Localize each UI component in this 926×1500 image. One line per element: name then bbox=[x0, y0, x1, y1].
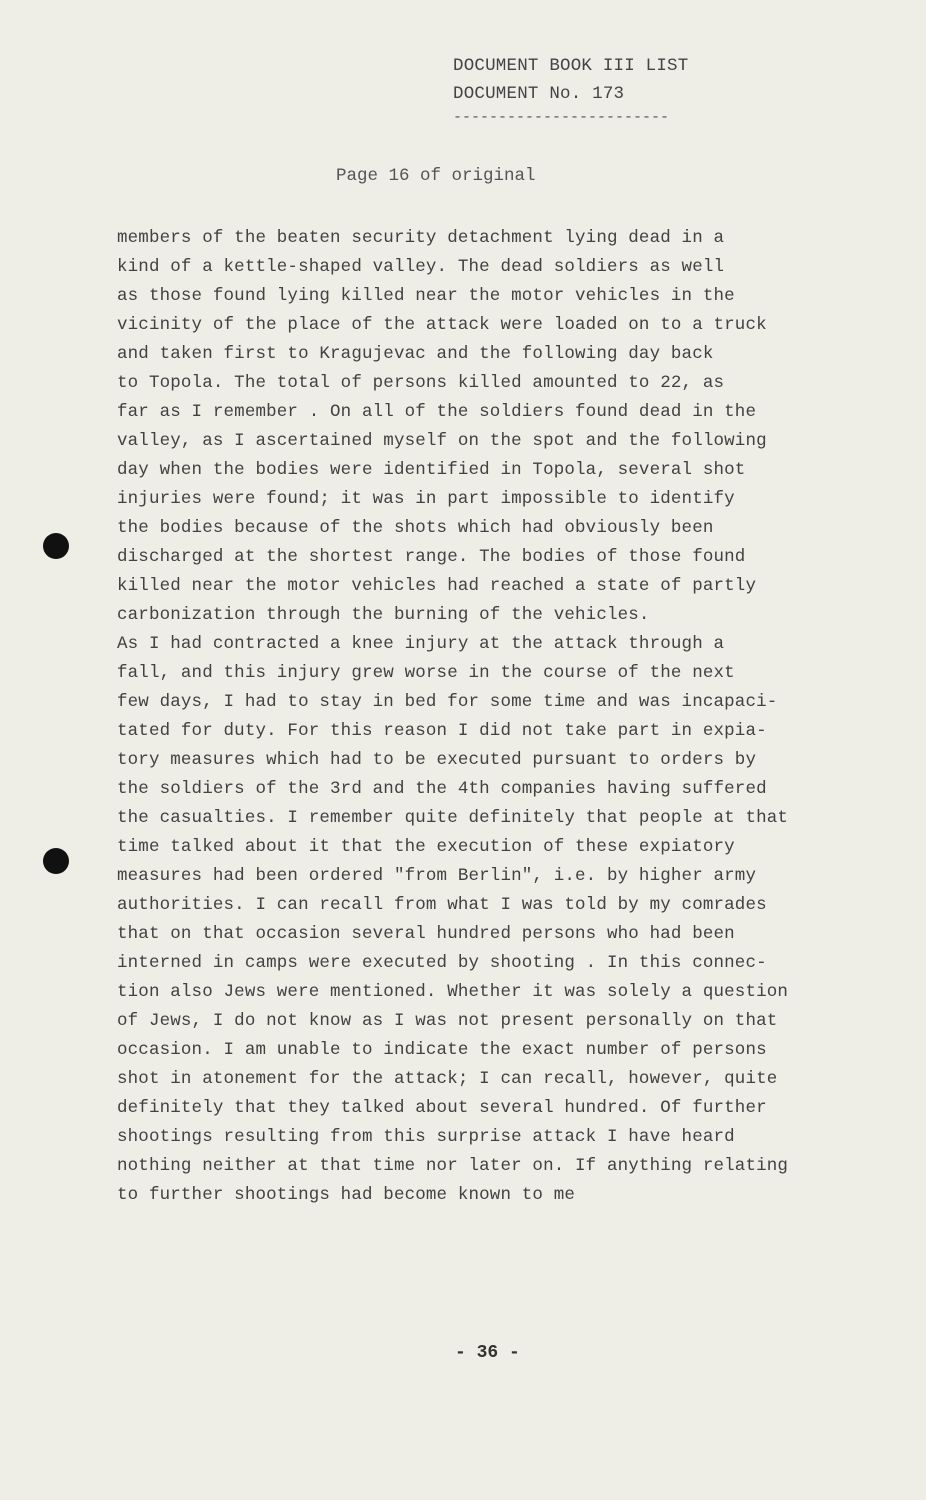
body-line: definitely that they talked about several hundred. Of further bbox=[117, 1098, 767, 1118]
body-line: members of the beaten security detachment lying dead in a bbox=[117, 228, 725, 248]
body-line: occasion. I am unable to indicate the exact number of persons bbox=[117, 1040, 767, 1060]
body-line: day when the bodies were identified in Topola, several shot bbox=[117, 460, 746, 480]
body-line: vicinity of the place of the attack were loaded on to a truck bbox=[117, 315, 767, 335]
body-line: nothing neither at that time nor later on. If anything relating bbox=[117, 1156, 789, 1176]
body-line: to Topola. The total of persons killed amounted to 22, as bbox=[117, 373, 725, 393]
body-line: kind of a kettle-shaped valley. The dead soldiers as well bbox=[117, 257, 725, 277]
punch-hole-bottom bbox=[43, 848, 69, 874]
body-text bbox=[117, 224, 877, 1210]
body-line: measures had been ordered "from Berlin", i.e. by higher army bbox=[117, 866, 757, 886]
body-line: injuries were found; it was in part impossible to identify bbox=[117, 489, 735, 509]
body-line: to further shootings had become known to me bbox=[117, 1185, 576, 1205]
page-number: - 36 - bbox=[455, 1343, 520, 1363]
punch-hole-top bbox=[43, 533, 69, 559]
body-line: the bodies because of the shots which had obviously been bbox=[117, 518, 714, 538]
document-header bbox=[453, 52, 688, 108]
document-book-list-label: DOCUMENT BOOK III LIST bbox=[453, 56, 689, 76]
body-line: tated for duty. For this reason I did not take part in expia- bbox=[117, 721, 767, 741]
body-line: that on that occasion several hundred persons who had been bbox=[117, 924, 735, 944]
body-line: authorities. I can recall from what I was told by my comrades bbox=[117, 895, 767, 915]
body-line: and taken first to Kragujevac and the following day back bbox=[117, 344, 714, 364]
body-line: discharged at the shortest range. The bodies of those found bbox=[117, 547, 746, 567]
body-line: the casualties. I remember quite definitely that people at that bbox=[117, 808, 789, 828]
document-number-label: DOCUMENT No. 173 bbox=[453, 84, 625, 104]
body-line: as those found lying killed near the motor vehicles in the bbox=[117, 286, 735, 306]
body-line: tion also Jews were mentioned. Whether it was solely a question bbox=[117, 982, 789, 1002]
body-line: fall, and this injury grew worse in the course of the next bbox=[117, 663, 735, 683]
body-line: carbonization through the burning of the vehicles. bbox=[117, 605, 650, 625]
body-line: shootings resulting from this surprise attack I have heard bbox=[117, 1127, 735, 1147]
original-page-reference: Page 16 of original bbox=[336, 166, 536, 186]
body-line: valley, as I ascertained myself on the spot and the following bbox=[117, 431, 767, 451]
body-line: the soldiers of the 3rd and the 4th companies having suffered bbox=[117, 779, 767, 799]
body-line: few days, I had to stay in bed for some time and was incapaci- bbox=[117, 692, 778, 712]
body-line: shot in atonement for the attack; I can recall, however, quite bbox=[117, 1069, 778, 1089]
body-line: killed near the motor vehicles had reached a state of partly bbox=[117, 576, 757, 596]
header-rule: ------------------------ bbox=[453, 109, 670, 126]
body-line: As I had contracted a knee injury at the attack through a bbox=[117, 634, 725, 654]
body-line: far as I remember . On all of the soldiers found dead in the bbox=[117, 402, 757, 422]
body-line: time talked about it that the execution of these expiatory bbox=[117, 837, 735, 857]
body-line: of Jews, I do not know as I was not present personally on that bbox=[117, 1011, 778, 1031]
body-line: interned in camps were executed by shooting . In this connec- bbox=[117, 953, 767, 973]
body-line: tory measures which had to be executed pursuant to orders by bbox=[117, 750, 757, 770]
